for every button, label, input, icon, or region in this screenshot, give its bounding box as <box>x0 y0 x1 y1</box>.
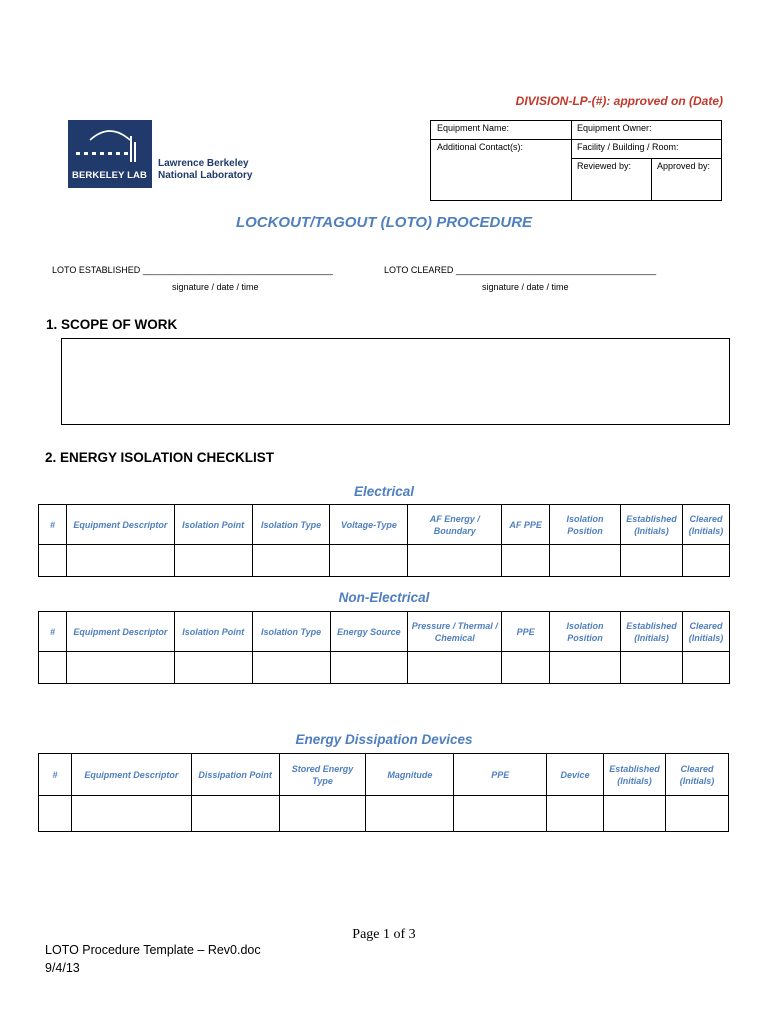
table-row[interactable] <box>39 545 730 577</box>
table-row[interactable] <box>39 652 730 684</box>
column-header: AF PPE <box>502 505 550 545</box>
column-header: AF Energy / Boundary <box>408 505 502 545</box>
column-header: Isolation Type <box>252 505 330 545</box>
column-header: PPE <box>454 754 547 796</box>
table-cell[interactable] <box>279 796 366 832</box>
energy-isolation-heading: 2. ENERGY ISOLATION CHECKLIST <box>45 450 275 465</box>
table-cell[interactable] <box>547 796 604 832</box>
table-cell[interactable] <box>66 545 174 577</box>
column-header: Cleared (Initials) <box>666 754 729 796</box>
table-cell[interactable] <box>252 545 330 577</box>
table-cell[interactable] <box>330 545 408 577</box>
column-header: Device <box>547 754 604 796</box>
page-number: Page 1 of 3 <box>352 927 416 942</box>
column-header: Established (Initials) <box>604 754 666 796</box>
table-cell[interactable] <box>191 796 279 832</box>
additional-contacts-field[interactable]: Additional Contact(s): <box>437 142 524 152</box>
table-cell[interactable] <box>604 796 666 832</box>
column-header: Pressure / Thermal / Chemical <box>408 612 502 652</box>
loto-established-caption: signature / date / time <box>172 282 259 292</box>
table-cell[interactable] <box>666 796 729 832</box>
column-header: # <box>39 754 72 796</box>
table-cell[interactable] <box>66 652 174 684</box>
column-header: Energy Source <box>330 612 408 652</box>
loto-cleared-caption: signature / date / time <box>482 282 569 292</box>
column-header: Cleared (Initials) <box>682 505 729 545</box>
electrical-table-title: Electrical <box>353 484 415 499</box>
table-cell[interactable] <box>252 652 330 684</box>
column-header: Voltage-Type <box>330 505 408 545</box>
table-cell[interactable] <box>366 796 454 832</box>
column-header: Equipment Descriptor <box>66 612 174 652</box>
column-header: PPE <box>502 612 550 652</box>
table-cell[interactable] <box>502 652 550 684</box>
table-cell[interactable] <box>408 652 502 684</box>
non-electrical-table-title: Non-Electrical <box>338 590 430 605</box>
facility-field[interactable]: Facility / Building / Room: <box>577 142 679 152</box>
column-header: Isolation Type <box>252 612 330 652</box>
column-header: # <box>39 612 67 652</box>
column-header: Isolation Position <box>550 505 621 545</box>
column-header: Established (Initials) <box>620 505 682 545</box>
electrical-table <box>38 504 730 577</box>
non-electrical-table <box>38 611 730 684</box>
table-row[interactable] <box>39 796 729 832</box>
column-header: Stored Energy Type <box>279 754 366 796</box>
table-cell[interactable] <box>620 652 682 684</box>
table-cell[interactable] <box>682 652 729 684</box>
column-header: Equipment Descriptor <box>71 754 191 796</box>
table-cell[interactable] <box>39 545 67 577</box>
column-header: Magnitude <box>366 754 454 796</box>
column-header: Established (Initials) <box>620 612 682 652</box>
table-cell[interactable] <box>550 652 621 684</box>
column-header: Isolation Position <box>550 612 621 652</box>
equipment-name-field[interactable]: Equipment Name: <box>437 123 510 133</box>
table-header-row <box>39 505 730 545</box>
scope-of-work-box[interactable] <box>61 338 730 425</box>
table-cell[interactable] <box>682 545 729 577</box>
division-approval-line: DIVISION-LP-(#): approved on (Date) <box>515 94 723 108</box>
equipment-owner-field[interactable]: Equipment Owner: <box>577 123 652 133</box>
table-cell[interactable] <box>330 652 408 684</box>
column-header: Cleared (Initials) <box>682 612 729 652</box>
logo-lab-name-line2: National Laboratory <box>158 170 253 181</box>
table-cell[interactable] <box>174 545 252 577</box>
table-header-row <box>39 612 730 652</box>
loto-cleared-line[interactable]: LOTO CLEARED ________________________________________ <box>384 265 657 275</box>
column-header: Isolation Point <box>174 505 252 545</box>
table-cell[interactable] <box>620 545 682 577</box>
table-cell[interactable] <box>174 652 252 684</box>
loto-established-line[interactable]: LOTO ESTABLISHED ______________________________________ <box>52 265 333 275</box>
table-cell[interactable] <box>454 796 547 832</box>
equipment-info-grid <box>430 120 722 201</box>
scope-of-work-heading: 1. SCOPE OF WORK <box>46 317 178 332</box>
logo-lab-name <box>158 158 252 182</box>
dissipation-table <box>38 753 729 832</box>
table-cell[interactable] <box>408 545 502 577</box>
footer-template-name: LOTO Procedure Template – Rev0.doc <box>45 943 261 957</box>
column-header: # <box>39 505 67 545</box>
table-header-row <box>39 754 729 796</box>
page-title: LOCKOUT/TAGOUT (LOTO) PROCEDURE <box>235 214 533 231</box>
table-cell[interactable] <box>39 652 67 684</box>
table-cell[interactable] <box>71 796 191 832</box>
reviewed-by-field[interactable]: Reviewed by: <box>577 161 632 171</box>
footer-date: 9/4/13 <box>45 961 80 975</box>
logo-brand-text: BERKELEY LAB <box>72 170 147 181</box>
logo-lab-name-line1: Lawrence Berkeley <box>158 158 249 169</box>
column-header: Isolation Point <box>174 612 252 652</box>
column-header: Equipment Descriptor <box>66 505 174 545</box>
table-cell[interactable] <box>39 796 72 832</box>
approved-by-field[interactable]: Approved by: <box>657 161 711 171</box>
table-cell[interactable] <box>550 545 621 577</box>
column-header: Dissipation Point <box>191 754 279 796</box>
table-cell[interactable] <box>502 545 550 577</box>
dissipation-table-title: Energy Dissipation Devices <box>295 732 473 747</box>
